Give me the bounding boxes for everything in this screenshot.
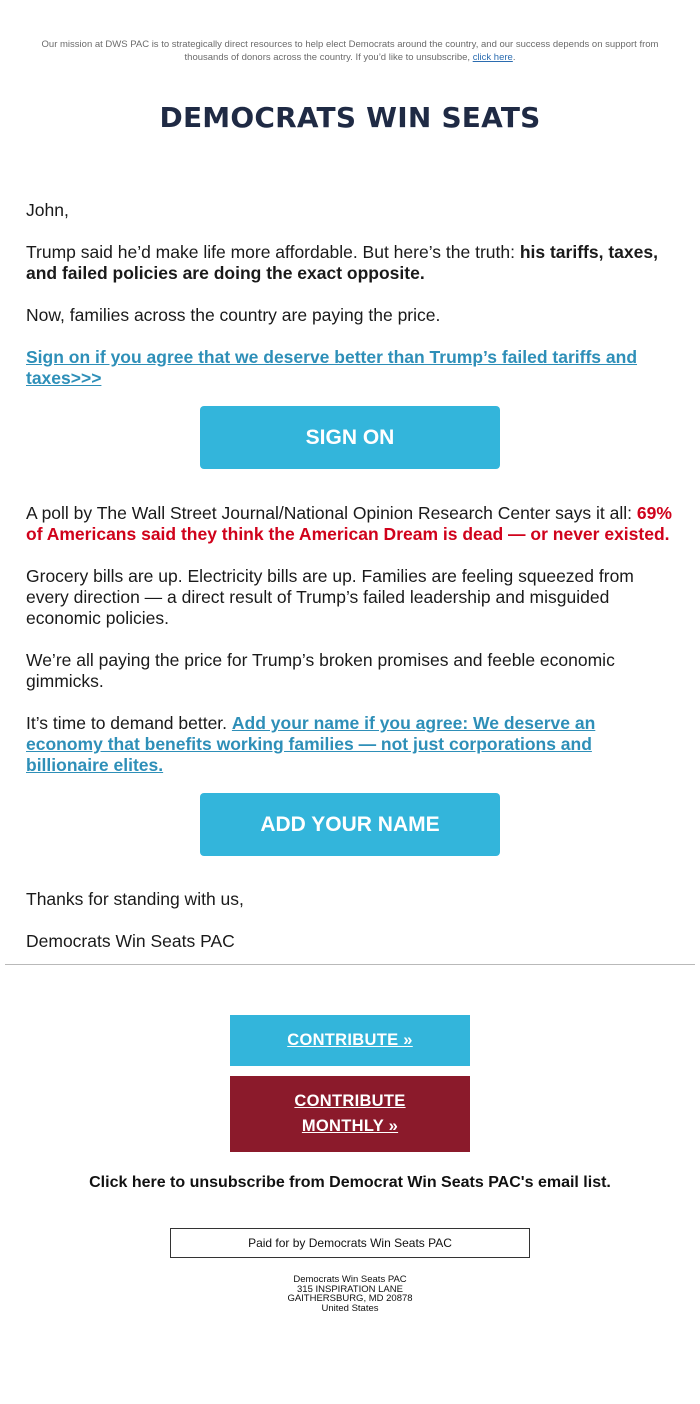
address-city: GAITHERSBURG, MD 20878 xyxy=(287,1293,413,1304)
logo: DEMOCRATS WIN SEATS xyxy=(159,101,541,134)
poll-highlight: 69% of Americans said they think the American Dream is dead — or never existed. xyxy=(26,503,672,544)
closing: Thanks for standing with us, xyxy=(26,889,244,909)
address-name: Democrats Win Seats PAC xyxy=(293,1274,407,1285)
address-street: 315 INSPIRATION LANE xyxy=(297,1283,403,1295)
unsubscribe-link-bottom[interactable]: Click here to unsubscribe from Democrat Win Seats PAC's email list. xyxy=(89,1174,611,1191)
contribute-button[interactable]: CONTRIBUTE » xyxy=(230,1015,470,1066)
add-name-link[interactable]: Add your name if you agree: We deserve an economy that benefits working families — not just corporations and billionaire elites. xyxy=(26,713,596,775)
greeting: John, xyxy=(26,200,69,220)
add-name-button-row xyxy=(26,793,674,856)
paragraph-1-emphasis: his tariffs, taxes, and failed policies are doing the exact opposite. xyxy=(26,242,658,283)
divider xyxy=(5,964,695,965)
paragraph-2: Now, families across the country are paying the price. xyxy=(26,305,441,325)
paragraph-1: Trump said he’d make life more affordable. But here’s the truth: his tariffs, taxes, and failed policies are doing the exact opposite. xyxy=(26,242,658,283)
signature: Democrats Win Seats PAC xyxy=(26,931,235,951)
sign-on-button[interactable]: SIGN ON xyxy=(200,406,500,469)
paid-for-box: Paid for by Democrats Win Seats PAC xyxy=(170,1228,530,1258)
paragraph-demand: It’s time to demand better. Add your name if you agree: We deserve an economy that benefits working families — not just corporations and billionaire elites. xyxy=(26,713,596,775)
contribute-section xyxy=(0,1015,700,1152)
address-country: United States xyxy=(321,1302,379,1314)
preheader: Our mission at DWS PAC is to strategically direct resources to help elect Democrats around the country, and our success depends on support from thousands of donors across the country. If you’d like to unsubscribe, click here. xyxy=(41,39,659,63)
email-body xyxy=(0,200,700,952)
unsubscribe-link-top[interactable]: click here xyxy=(472,52,513,63)
paragraph-promises: We’re all paying the price for Trump’s broken promises and feeble economic gimmicks. xyxy=(26,650,615,691)
add-your-name-button[interactable]: ADD YOUR NAME xyxy=(200,793,500,856)
sign-on-link-paragraph xyxy=(26,347,674,389)
contribute-monthly-button[interactable]: CONTRIBUTE MONTHLY » xyxy=(230,1076,470,1152)
preheader-text: Our mission at DWS PAC is to strategically direct resources to help elect Democrats around the country, and our success depends on support from thousands of donors across the country. If you’d like to unsubscribe, xyxy=(41,39,659,63)
sign-on-link[interactable]: Sign on if you agree that we deserve better than Trump’s failed tariffs and taxes>>> xyxy=(26,347,638,388)
paragraph-bills: Grocery bills are up. Electricity bills are up. Families are feeling squeezed from every direction — a direct result of Trump’s failed leadership and misguided economic policies. xyxy=(26,566,634,628)
sign-on-button-row xyxy=(26,406,674,469)
mailing-address xyxy=(0,1275,700,1313)
paragraph-poll: A poll by The Wall Street Journal/National Opinion Research Center says it all: 69% of Americans said they think the American Dream is dead — or never existed. xyxy=(26,503,672,544)
